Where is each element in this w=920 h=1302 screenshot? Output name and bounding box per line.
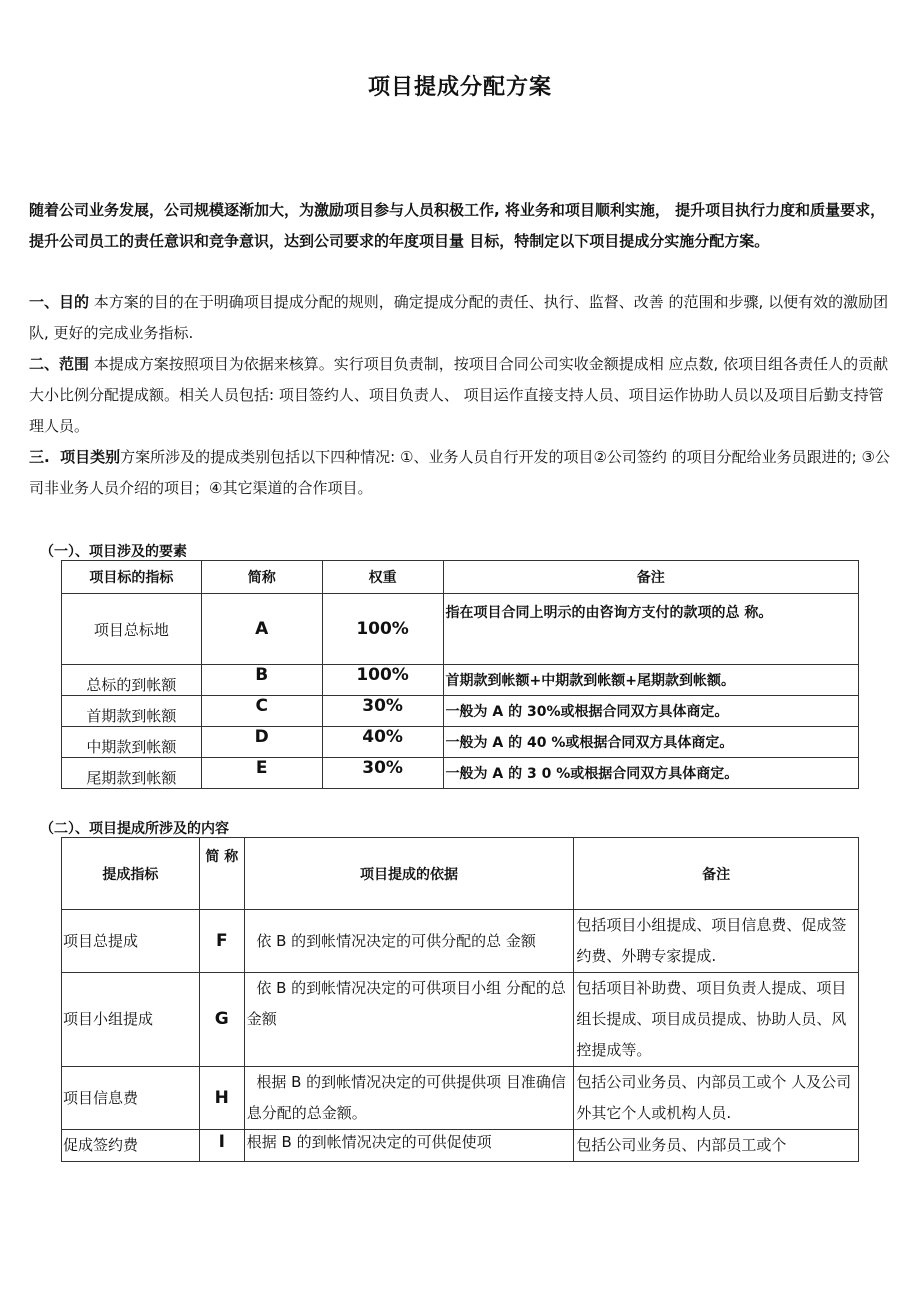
- element-note: 首期款到帐额+中期款到帐额+尾期款到帐额。: [443, 665, 858, 696]
- table-row: [62, 910, 859, 973]
- commission-name: 项目小组提成: [62, 973, 200, 1067]
- document-title: 项目提成分配方案: [367, 75, 552, 100]
- table-header-row: [62, 561, 859, 594]
- table-header-cell: 备注: [574, 838, 859, 910]
- element-name: 尾期款到帐额: [62, 758, 202, 789]
- commission-note: 包括公司业务员、内部员工或个 人及公司外其它个人或机构人员.: [574, 1067, 859, 1130]
- commission-note: 包括项目补助费、项目负责人提成、项目组长提成、项目成员提成、协助人员、风控提成等。: [574, 973, 859, 1067]
- element-name: 项目总标地: [62, 594, 202, 665]
- commission-code: I: [199, 1130, 244, 1162]
- element-code: B: [201, 665, 322, 696]
- commission-table: [61, 837, 859, 1162]
- elements-table: [61, 560, 859, 789]
- table-header-cell: 备注: [443, 561, 858, 594]
- element-name: 中期款到帐额: [62, 727, 202, 758]
- scope-paragraph: [29, 349, 891, 442]
- table-header-cell: 项目标的指标: [62, 561, 202, 594]
- table-row: [62, 1067, 859, 1130]
- category-paragraph: [29, 442, 891, 504]
- table-row: [62, 973, 859, 1067]
- purpose-text: 本方案的目的在于明确项目提成分配的规则，确定提成分配的责任、执行、监督、改善 的范围和步骤, 以便有效的激励团队, 更好的完成业务指标.: [29, 293, 889, 342]
- commission-code: G: [199, 973, 244, 1067]
- table-header-cell: 项目提成的依据: [244, 838, 574, 910]
- commission-name: 项目总提成: [62, 910, 200, 973]
- element-code: C: [201, 696, 322, 727]
- element-weight: 100%: [322, 665, 443, 696]
- table-row: [62, 1130, 859, 1162]
- table-row: [62, 696, 859, 727]
- table-header-row: [62, 838, 859, 910]
- element-code: D: [201, 727, 322, 758]
- scope-label: 二、范围: [29, 355, 90, 373]
- element-note: 一般为 A 的 30%或根据合同双方具体商定。: [443, 696, 858, 727]
- commission-basis: 根据 B 的到帐情况决定的可供提供项 目准确信息分配的总金额。: [244, 1067, 574, 1130]
- element-name: 首期款到帐额: [62, 696, 202, 727]
- table-row: [62, 727, 859, 758]
- commission-code: F: [199, 910, 244, 973]
- element-note: 一般为 A 的 40 %或根据合同双方具体商定。: [443, 727, 858, 758]
- purpose-paragraph: [29, 287, 891, 349]
- element-weight: 30%: [322, 758, 443, 789]
- commission-code: H: [199, 1067, 244, 1130]
- element-name: 总标的到帐额: [62, 665, 202, 696]
- table-header-cell: 提成指标: [62, 838, 200, 910]
- element-code: E: [201, 758, 322, 789]
- category-prefix: 三.: [29, 448, 61, 466]
- table1-caption: （一）、项目涉及的要素: [40, 544, 187, 560]
- commission-basis: 依 B 的到帐情况决定的可供分配的总 金额: [244, 910, 574, 973]
- table-row: [62, 758, 859, 789]
- element-weight: 100%: [322, 594, 443, 665]
- table-row: [62, 594, 859, 665]
- commission-name: 项目信息费: [62, 1067, 200, 1130]
- table-header-cell: 简称: [201, 561, 322, 594]
- intro-paragraph: 随着公司业务发展，公司规模逐渐加大，为激励项目参与人员积极工作, 将业务和项目顺利实施， 提升项目执行力度和质量要求，提升公司员工的责任意识和竞争意识，达到公司要求的年度项目量 目标，特制定以下项目提成分实施分配方案。: [29, 201, 886, 250]
- commission-note: 包括项目小组提成、项目信息费、促成签约费、外聘专家提成.: [574, 910, 859, 973]
- commission-note: 包括公司业务员、内部员工或个: [574, 1130, 859, 1162]
- table2-caption: （二）、项目提成所涉及的内容: [40, 821, 229, 837]
- commission-basis: 根据 B 的到帐情况决定的可供促使项: [244, 1130, 574, 1162]
- table-row: [62, 665, 859, 696]
- table-header-cell: 简 称: [199, 838, 244, 910]
- category-text: 方案所涉及的提成类别包括以下四种情况: ①、业务人员自行开发的项目②公司签约 的项目分配给业务员跟进的; ③公司非业务人员介绍的项目；④其它渠道的合作项目。: [29, 448, 890, 497]
- commission-name: 促成签约费: [62, 1130, 200, 1162]
- element-code: A: [201, 594, 322, 665]
- element-note: 一般为 A 的 3 0 %或根据合同双方具体商定。: [443, 758, 858, 789]
- purpose-label: 一、目的: [29, 293, 90, 311]
- table-header-cell: 权重: [322, 561, 443, 594]
- scope-text: 本提成方案按照项目为依据来核算。实行项目负责制，按项目合同公司实收金额提成相 应点数, 依项目组各责任人的贡献大小比例分配提成额。相关人员包括: 项目签约人、项目负责人、 项目运作直接支持人员、项目运作协助人员以及项目后勤支持管理人员。: [29, 355, 889, 435]
- category-label: 项目类别: [60, 448, 121, 466]
- element-weight: 30%: [322, 696, 443, 727]
- element-weight: 40%: [322, 727, 443, 758]
- commission-basis: 依 B 的到帐情况决定的可供项目小组 分配的总金额: [244, 973, 574, 1067]
- element-note: 指在项目合同上明示的由咨询方支付的款项的总 称。: [443, 594, 858, 665]
